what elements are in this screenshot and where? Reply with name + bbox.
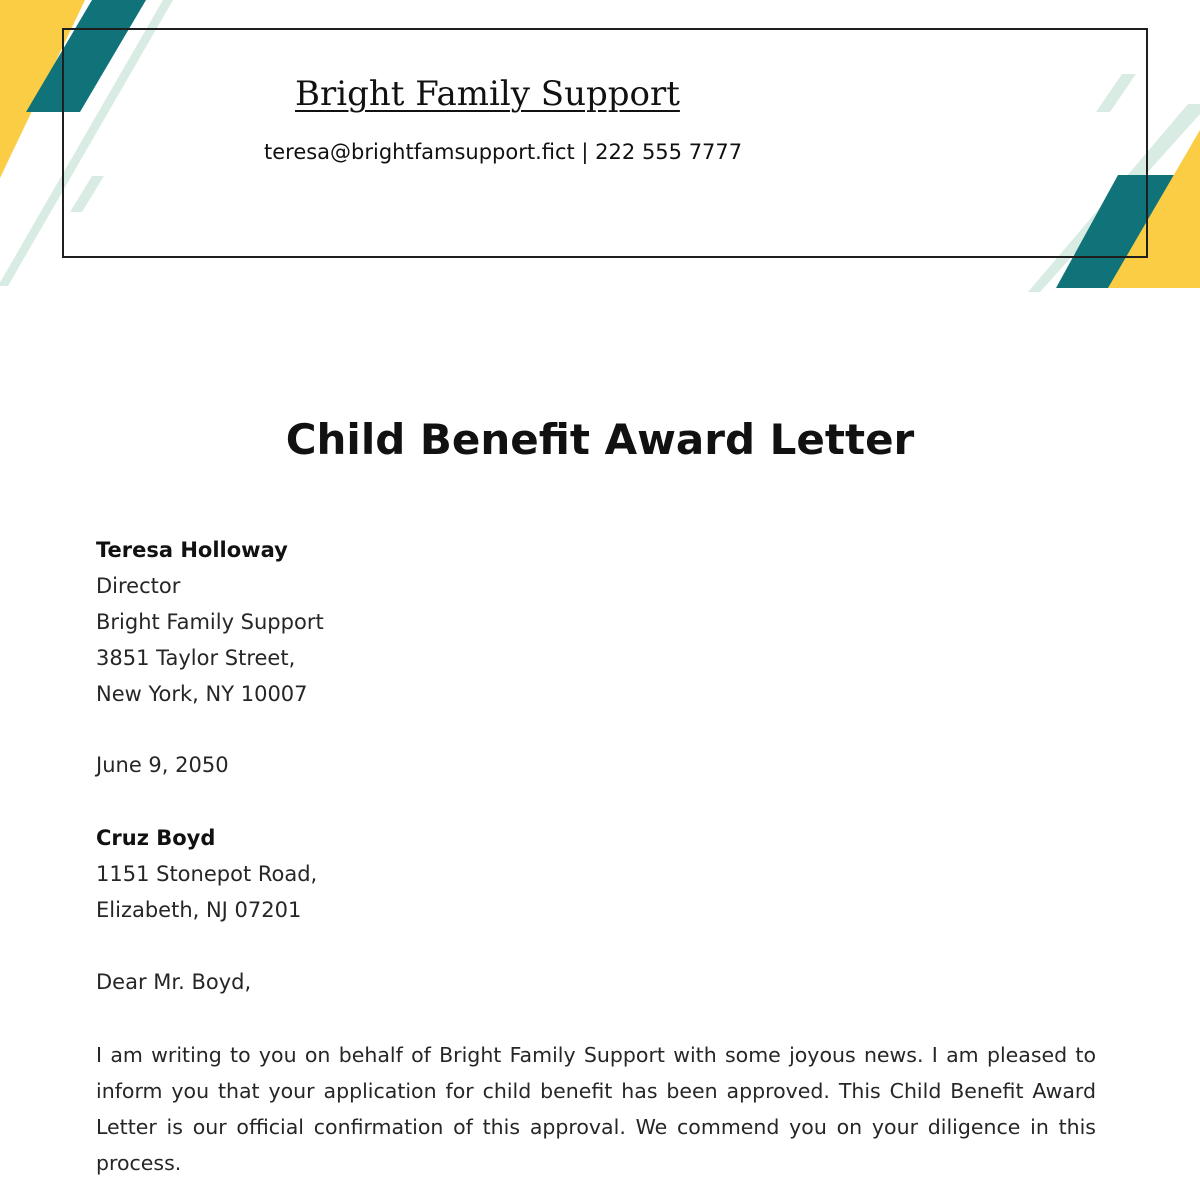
contact-info: teresa@brightfamsupport.fict | 222 555 7777 xyxy=(264,140,743,164)
recipient-name: Cruz Boyd xyxy=(96,826,216,850)
salutation: Dear Mr. Boyd, xyxy=(96,970,252,994)
recipient-street: 1151 Stonepot Road, xyxy=(96,862,318,886)
sender-street: 3851 Taylor Street, xyxy=(96,646,296,670)
organization-name: Bright Family Support xyxy=(295,74,680,114)
letter-date-block xyxy=(96,747,1096,783)
recipient-block xyxy=(96,820,1096,928)
body-paragraph-1: I am writing to you on behalf of Bright Family Support with some joyous news. I am pleased to inform you that your application for child benefit has been approved. This Child Benefit Award Letter is our official confirmation of this approval. We commend you on your diligence in this process. xyxy=(96,1043,1096,1175)
recipient-city: Elizabeth, NJ 07201 xyxy=(96,898,302,922)
salutation-block xyxy=(96,964,1096,1000)
sender-organization: Bright Family Support xyxy=(96,610,324,634)
sender-city: New York, NY 10007 xyxy=(96,682,308,706)
document-title: Child Benefit Award Letter xyxy=(285,415,915,464)
letter-date: June 9, 2050 xyxy=(96,753,229,777)
sender-name: Teresa Holloway xyxy=(96,538,288,562)
sender-block xyxy=(96,532,1096,712)
sender-role: Director xyxy=(96,574,181,598)
